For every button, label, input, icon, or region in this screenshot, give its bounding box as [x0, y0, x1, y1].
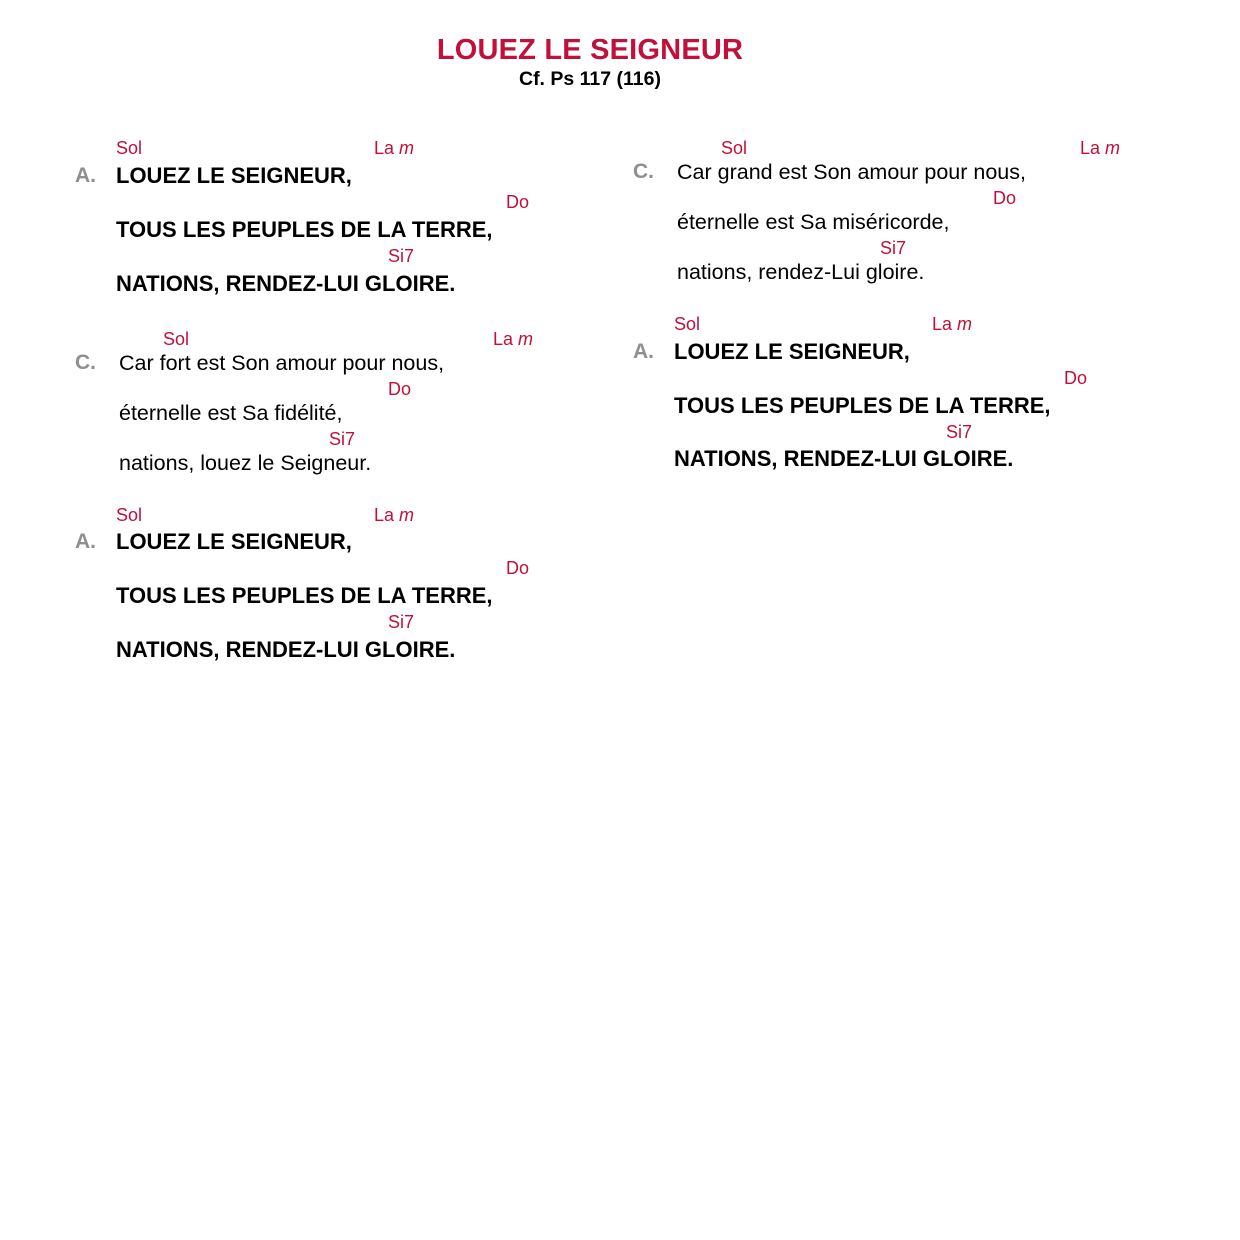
psalm-reference: Cf. Ps 117 (116) [518, 68, 661, 90]
chord-si7: Si7 [388, 612, 415, 632]
chord-do: Do [506, 192, 530, 212]
chord-la-minor: La m [932, 314, 973, 334]
couplet-2-line-2: éternelle est Sa miséricorde, [677, 210, 950, 234]
chord-do: Do [388, 379, 412, 399]
refrain-line-3: NATIONS, RENDEZ-LUI GLOIRE. [116, 271, 456, 296]
chord-la-minor: La m [1080, 138, 1121, 158]
song-title: LOUEZ LE SEIGNEUR [436, 34, 744, 66]
couplet-2-line-1: Car grand est Son amour pour nous, [677, 160, 1026, 184]
couplet-marker: C. [75, 351, 96, 374]
couplet-1-line-2: éternelle est Sa fidélité, [119, 401, 343, 425]
refrain-line-1: LOUEZ LE SEIGNEUR, [116, 163, 352, 188]
refrain-marker: A. [633, 340, 654, 363]
couplet-1-line-1: Car fort est Son amour pour nous, [119, 351, 445, 375]
chord-do: Do [993, 188, 1017, 208]
chord-sol: Sol [116, 138, 143, 158]
refrain-line-2: TOUS LES PEUPLES DE LA TERRE, [674, 393, 1051, 418]
refrain-marker: A. [75, 164, 96, 187]
chord-sol: Sol [163, 329, 190, 349]
refrain-line-1: LOUEZ LE SEIGNEUR, [674, 339, 910, 364]
refrain-line-3: NATIONS, RENDEZ-LUI GLOIRE. [116, 637, 456, 662]
chord-la-minor: La m [374, 138, 415, 158]
chord-si7: Si7 [329, 429, 356, 449]
refrain-line-2: TOUS LES PEUPLES DE LA TERRE, [116, 583, 493, 608]
refrain-marker: A. [75, 530, 96, 553]
chord-si7: Si7 [388, 246, 415, 266]
chord-do: Do [1064, 368, 1088, 388]
couplet-marker: C. [633, 160, 654, 183]
chord-si7: Si7 [880, 238, 907, 258]
chord-la-minor: La m [493, 329, 534, 349]
chord-la-minor: La m [374, 505, 415, 525]
chord-sol: Sol [116, 505, 143, 525]
refrain-line-2: TOUS LES PEUPLES DE LA TERRE, [116, 217, 493, 242]
refrain-line-3: NATIONS, RENDEZ-LUI GLOIRE. [674, 446, 1014, 471]
chord-do: Do [506, 558, 530, 578]
couplet-1-line-3: nations, louez le Seigneur. [119, 451, 372, 475]
chord-sol: Sol [721, 138, 748, 158]
chord-sol: Sol [674, 314, 701, 334]
refrain-line-1: LOUEZ LE SEIGNEUR, [116, 529, 352, 554]
couplet-2-line-3: nations, rendez-Lui gloire. [677, 260, 925, 284]
chord-si7: Si7 [946, 422, 973, 442]
